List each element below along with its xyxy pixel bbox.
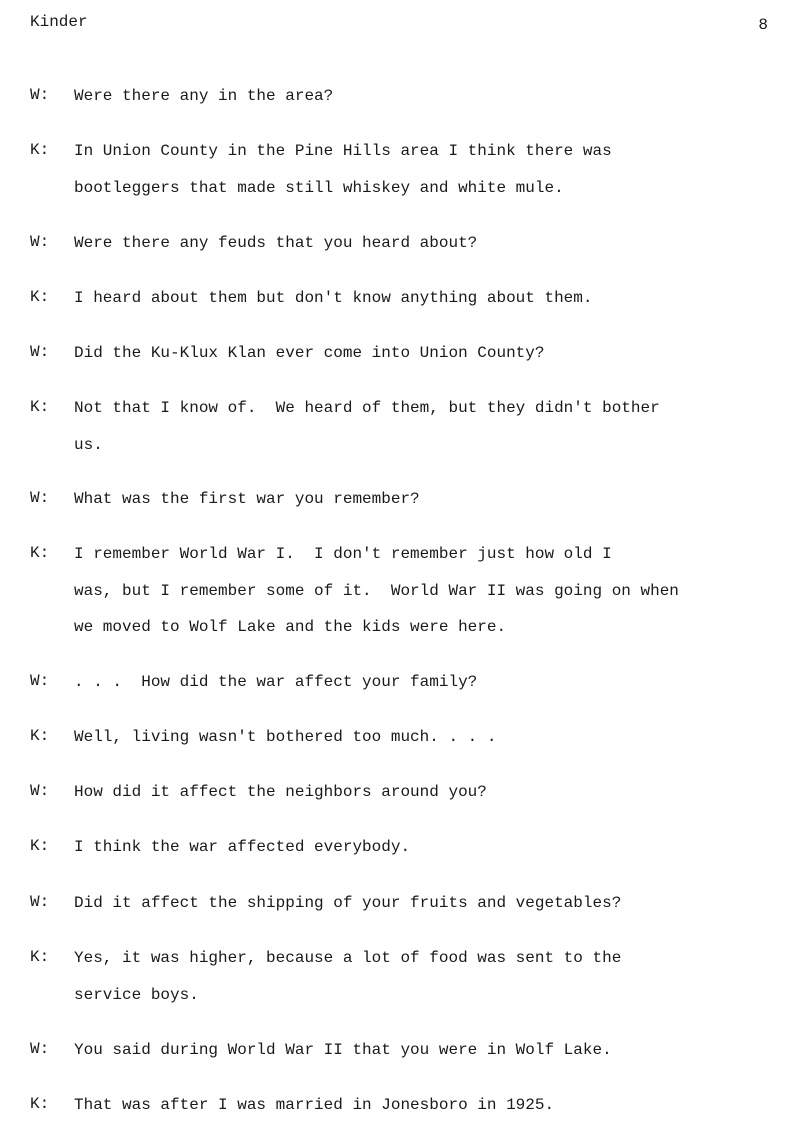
speaker-label: K: (30, 948, 50, 966)
speaker-label: K: (30, 398, 50, 416)
speaker-label: W: (30, 86, 50, 104)
utterance (74, 1095, 775, 1132)
speaker-label: K: (30, 727, 50, 745)
utterance (74, 141, 775, 214)
speaker-label: K: (30, 1095, 50, 1113)
utterance (74, 1040, 775, 1077)
transcript-entry (30, 288, 775, 325)
utterance-line: What was the first war you remember? (74, 490, 420, 508)
transcript-entry (30, 233, 775, 270)
speaker-label: W: (30, 1040, 50, 1058)
utterance (74, 837, 775, 874)
utterance (74, 233, 775, 270)
utterance (74, 544, 775, 654)
transcript-entry (30, 672, 775, 709)
transcript-entry (30, 398, 775, 471)
transcript-entry (30, 86, 775, 123)
utterance-line: In Union County in the Pine Hills area I think there was (74, 142, 612, 160)
utterance-line: was, but I remember some of it. World War II was going on when (74, 581, 679, 600)
utterance (74, 489, 775, 526)
speaker-label: K: (30, 837, 50, 855)
utterance-line: Well, living wasn't bothered too much. . . . (74, 728, 497, 746)
transcript-entry (30, 727, 775, 764)
utterance (74, 288, 775, 325)
utterance-line: I think the war affected everybody. (74, 838, 411, 856)
speaker-label: W: (30, 893, 50, 911)
speaker-label: W: (30, 233, 50, 251)
utterance-line: service boys. (74, 985, 199, 1004)
transcript-entry (30, 1040, 775, 1077)
utterance-line: we moved to Wolf Lake and the kids were here. (74, 618, 507, 636)
transcript-entry (30, 1095, 775, 1132)
utterance (74, 86, 775, 123)
transcript-entry (30, 782, 775, 819)
utterance-line: . . . How did the war affect your family? (74, 673, 478, 691)
speaker-label: K: (30, 141, 50, 159)
utterance-line: I remember World War I. I don't remember just how old I (74, 545, 612, 563)
utterance-line: Did the Ku-Klux Klan ever come into Union County? (74, 344, 545, 362)
utterance-line: I heard about them but don't know anything about them. (74, 289, 593, 307)
speaker-label: W: (30, 343, 50, 361)
utterance (74, 893, 775, 930)
header-interviewee-name: Kinder (30, 13, 88, 31)
transcript-entry (30, 948, 775, 1021)
utterance-line: Yes, it was higher, because a lot of food was sent to the (74, 949, 622, 967)
utterance (74, 343, 775, 380)
utterance (74, 782, 775, 819)
speaker-label: K: (30, 544, 50, 562)
utterance-line: You said during World War II that you were in Wolf Lake. (74, 1041, 612, 1059)
transcript-entry (30, 893, 775, 930)
utterance-line: Not that I know of. We heard of them, but they didn't bother (74, 399, 660, 417)
transcript-entry (30, 837, 775, 874)
speaker-label: K: (30, 288, 50, 306)
transcript-entry (30, 141, 775, 214)
utterance-line: That was after I was married in Jonesboro in 1925. (74, 1096, 555, 1114)
page-number: 8 (758, 16, 768, 34)
utterance-line: How did it affect the neighbors around you? (74, 783, 487, 801)
utterance-line: Were there any feuds that you heard about? (74, 234, 478, 252)
speaker-label: W: (30, 782, 50, 800)
transcript-entry (30, 343, 775, 380)
utterance (74, 727, 775, 764)
utterance-line: bootleggers that made still whiskey and white mule. (74, 178, 564, 197)
utterance (74, 398, 775, 471)
transcript-entry (30, 544, 775, 654)
speaker-label: W: (30, 672, 50, 690)
speaker-label: W: (30, 489, 50, 507)
utterance (74, 948, 775, 1021)
utterance-line: Were there any in the area? (74, 87, 334, 105)
utterance-line: Did it affect the shipping of your fruits and vegetables? (74, 894, 622, 912)
utterance (74, 672, 775, 709)
utterance-line: us. (74, 435, 103, 454)
transcript-entry (30, 489, 775, 526)
